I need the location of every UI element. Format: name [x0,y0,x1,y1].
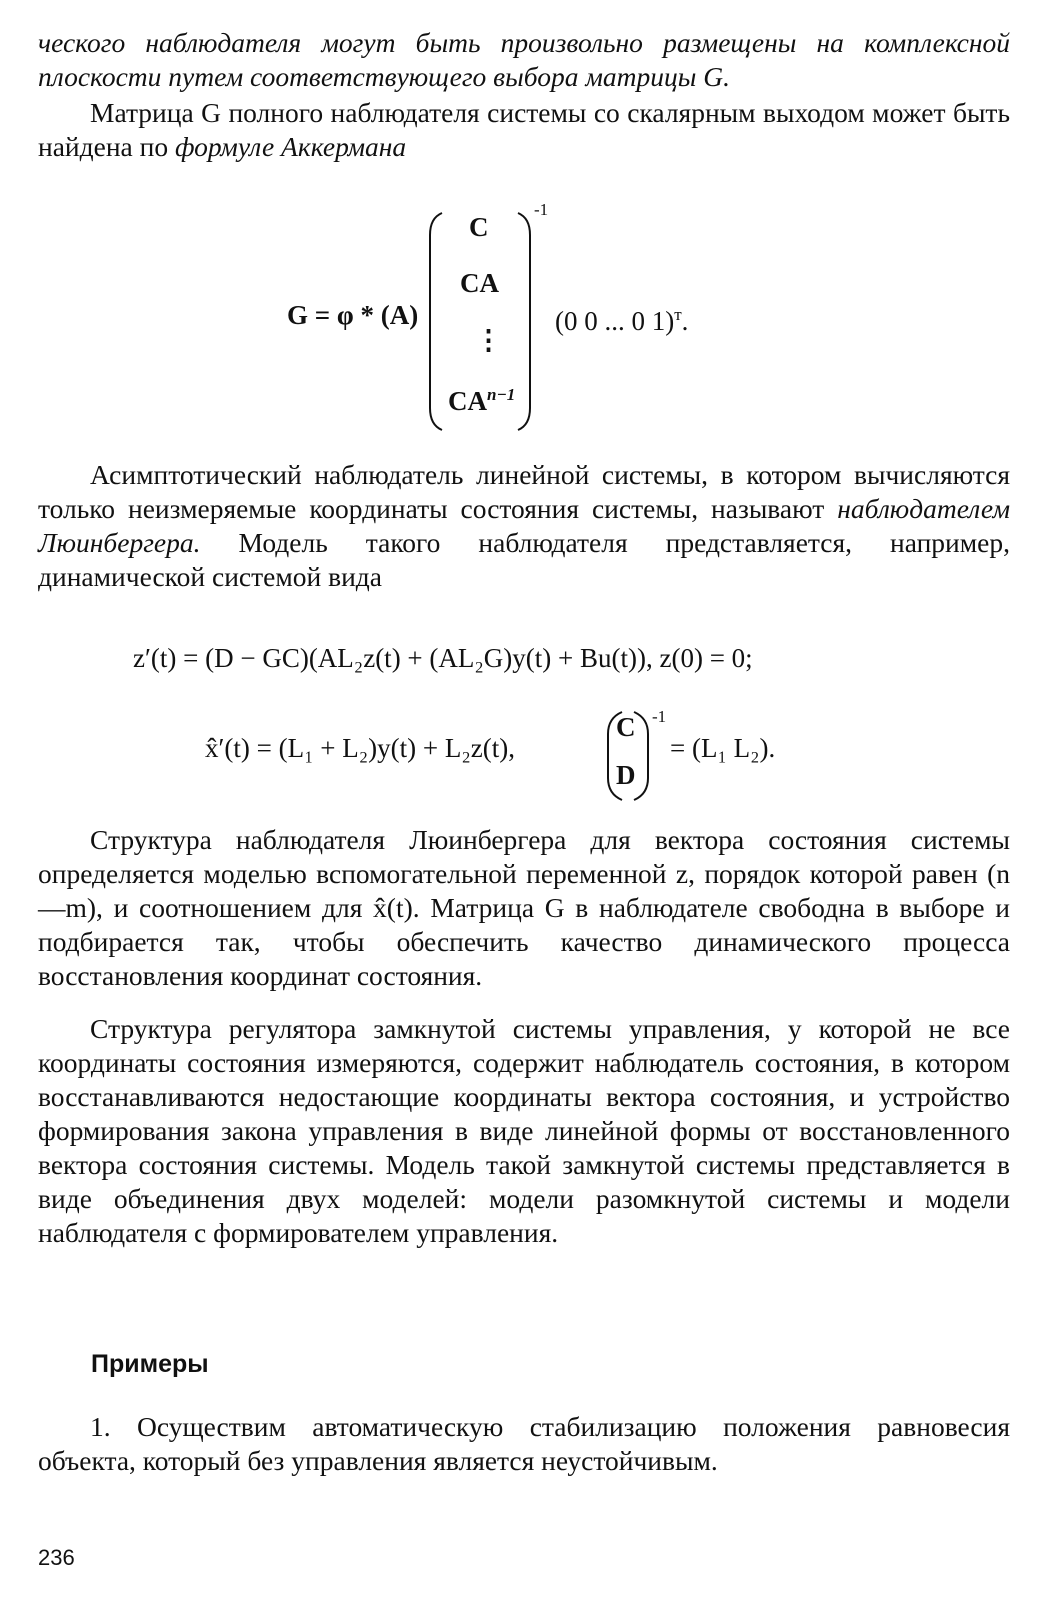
paragraph-ackermann-intro: Матрица G полного наблюдателя системы со скалярным выходом может быть найдена по формуле Аккермана [38,97,1010,162]
ackermann-rhs-vector: (0 0 ... 0 1)$^т$. [555,305,689,336]
paragraph-luenberger-structure: Структура наблюдателя Люинбергера для вектора состояния системы определяется моделью вспомогательной переменной z, порядок которой равен (n—m), и соотношением для x̂(t). Матрица G в наблюдателе свободна в выборе и подбирается так, чтобы обеспечить качество динамического процесса восстановления координат состояния. [38,824,1010,991]
equation-z-dynamics: z′(t) = (D − GC)(AL₂z(t) + (AL₂G)y(t) + Bu(t)), z(0) = 0; [133,643,753,673]
cd-matrix-inverse-exponent: -1 [652,707,667,726]
equation-estimate-rhs: = (L₁ L₂). [670,733,776,763]
matrix-row-1: C [469,212,489,242]
matrix-row-3: ⋮ [475,325,502,355]
cd-matrix-bottom: D [616,760,636,790]
paragraph-observer-intro: ческого наблюдателя могут быть произвольно размещены на комплексной плоскости путем соответствующего выбора матрицы G. [38,27,1010,92]
page-number: 236 [38,1545,75,1570]
matrix-inverse-exponent: -1 [534,200,549,219]
equation-estimate-lhs: x̂′(t) = (L₁ + L₂)y(t) + L₂z(t), [205,733,515,763]
matrix-row-2: CA [460,268,499,298]
section-heading-examples: Примеры [91,1350,209,1378]
paragraph-luenberger-intro: Асимптотический наблюдатель линейной системы, в котором вычисляются только неизмеряемые координаты состояния системы, называют наблюдателем Люинбергера. Модель такого наблюдателя представляется, например, динамической системой вида [38,459,1010,592]
cd-matrix-top: C [616,712,636,742]
paragraph-regulator-structure: Структура регулятора замкнутой системы управления, у которой не все координаты состояния измеряются, содержит наблюдатель состояния, в котором восстанавливаются недостающие координаты вектора состояния, и устройство формирования закона управления в виде линейной формы от восстановленного вектора состояния системы. Модель такой замкнутой системы представляется в виде объединения двух моделей: модели разомкнутой системы и модели наблюдателя с формирователем управления. [38,1013,1010,1248]
paragraph-example-1: 1. Осуществим автоматическую стабилизацию положения равновесия объекта, который без управления является неустойчивым. [38,1411,1010,1476]
matrix-row-4: $CA^{n-1}$ [448,385,516,416]
ackermann-lhs: G = φ * (A) [287,300,419,330]
